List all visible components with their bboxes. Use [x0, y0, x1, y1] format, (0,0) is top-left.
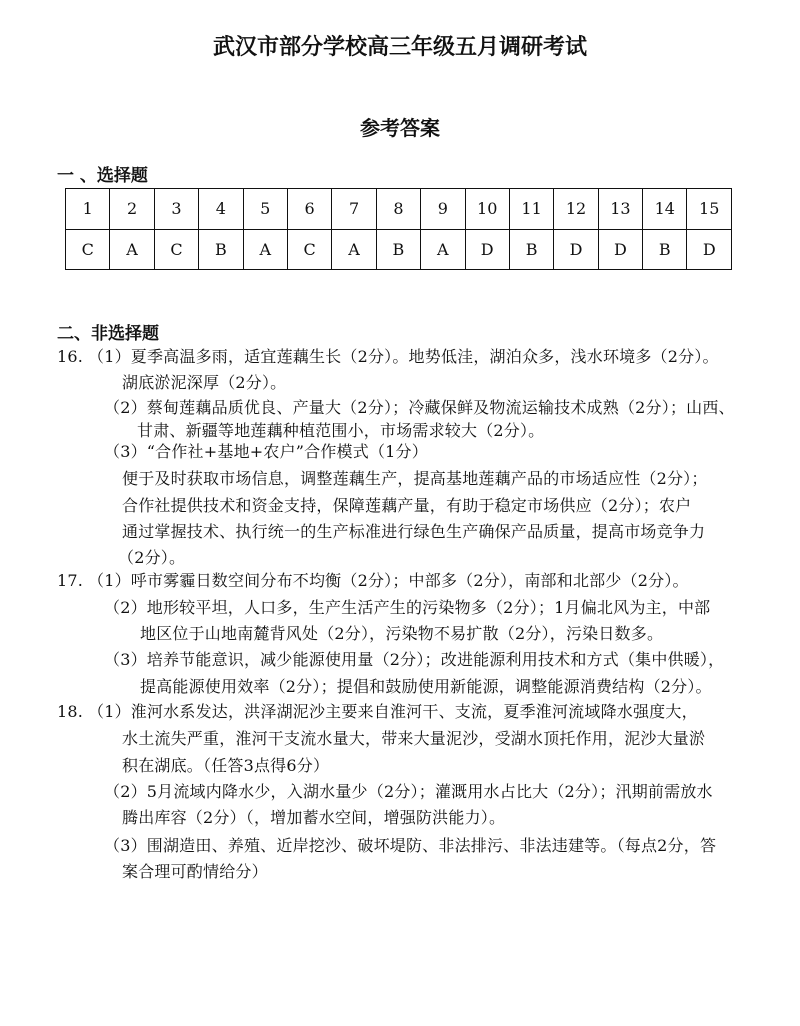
question-number-row	[66, 189, 732, 230]
answer-line: （3）围湖造田、养殖、近岸挖沙、破坏堤防、非法排污、非法违建等。（每点2分，答	[104, 836, 717, 855]
question-number-cell: 3	[154, 189, 198, 230]
answer-cell: D	[598, 229, 642, 270]
answer-cell: B	[643, 229, 687, 270]
answer-line: 水土流失严重，淮河干支流水量大，带来大量泥沙，受湖水顶托作用，泥沙大量淤	[122, 729, 706, 748]
answer-line: 便于及时获取市场信息，调整莲藕生产，提高基地莲藕产品的市场适应性（2分）；	[122, 469, 708, 488]
answer-line: 积在湖底。（任答3点得6分）	[122, 756, 330, 775]
question-number-cell: 13	[598, 189, 642, 230]
question-number-cell: 8	[376, 189, 420, 230]
page-subtitle: 参考答案	[360, 116, 440, 140]
question-number-cell: 15	[687, 189, 732, 230]
answer-cell: A	[421, 229, 465, 270]
question-number-cell: 4	[199, 189, 243, 230]
question-number-18: 18.	[57, 702, 84, 721]
answer-line: 地区位于山地南麓背风处（2分），污染物不易扩散（2分），污染日数多。	[140, 624, 664, 643]
choice-answer-table	[65, 188, 732, 270]
answer-line: （2分）。	[118, 548, 186, 567]
answer-cell: A	[332, 229, 376, 270]
answer-line: （3）培养节能意识，减少能源使用量（2分）；改进能源利用技术和方式（集中供暖），	[104, 650, 725, 669]
answer-line: 案合理可酌情给分）	[122, 862, 268, 881]
answer-line: 提高能源使用效率（2分）；提倡和鼓励使用新能源，调整能源消费结构（2分）。	[140, 677, 712, 696]
section-heading-nonchoice: 二、非选择题	[57, 324, 159, 344]
question-number-cell: 1	[66, 189, 110, 230]
answer-line: 甘肃、新疆等地莲藕种植范围小，市场需求较大（2分）。	[137, 421, 545, 440]
page-title: 武汉市部分学校高三年级五月调研考试	[212, 35, 587, 60]
section-heading-choice: 一 、选择题	[57, 166, 148, 186]
answer-line: （1）夏季高温多雨，适宜莲藕生长（2分）。地势低洼，湖泊众多，浅水环境多（2分）。	[88, 347, 719, 366]
answer-cell: D	[554, 229, 598, 270]
answer-line: （1）呼市雾霾日数空间分布不均衡（2分）；中部多（2分），南部和北部少（2分）。	[88, 571, 689, 590]
answer-cell: B	[509, 229, 553, 270]
answer-line: （1）淮河水系发达，洪泽湖泥沙主要来自淮河干、支流，夏季淮河流域降水强度大，	[88, 702, 698, 721]
question-number-16: 16.	[57, 347, 84, 366]
answer-line: 合作社提供技术和资金支持，保障莲藕产量，有助于稳定市场供应（2分）；农户	[122, 496, 692, 515]
answer-cell: D	[687, 229, 732, 270]
question-number-cell: 9	[421, 189, 465, 230]
answer-line: （2）5月流域内降水少，入湖水量少（2分）；灌溉用水占比大（2分）；汛期前需放水	[104, 782, 713, 801]
answer-cell: A	[243, 229, 287, 270]
question-number-cell: 10	[465, 189, 509, 230]
answer-row	[66, 229, 732, 270]
answer-cell: C	[66, 229, 110, 270]
answer-cell: C	[154, 229, 198, 270]
answer-cell: B	[199, 229, 243, 270]
answer-line: 通过掌握技术、执行统一的生产标准进行绿色生产确保产品质量，提高市场竞争力	[122, 522, 706, 541]
answer-line: （2）地形较平坦，人口多，生产生活产生的污染物多（2分）；1月偏北风为主，中部	[104, 598, 711, 617]
answer-cell: D	[465, 229, 509, 270]
question-number-17: 17.	[57, 571, 84, 590]
question-number-cell: 2	[110, 189, 154, 230]
answer-line: 湖底淤泥深厚（2分）。	[122, 373, 287, 392]
answer-cell: A	[110, 229, 154, 270]
question-number-cell: 11	[509, 189, 553, 230]
answer-line: （3）“合作社+基地+农户”合作模式（1分）	[104, 442, 428, 461]
answer-line: （2）蔡甸莲藕品质优良、产量大（2分）；冷藏保鲜及物流运输技术成熟（2分）；山西、	[104, 398, 735, 417]
question-number-cell: 5	[243, 189, 287, 230]
answer-line: 腾出库容（2分）（，增加蓄水空间，增强防洪能力）。	[122, 808, 506, 827]
question-number-cell: 12	[554, 189, 598, 230]
answer-cell: C	[287, 229, 331, 270]
question-number-cell: 6	[287, 189, 331, 230]
question-number-cell: 7	[332, 189, 376, 230]
answer-cell: B	[376, 229, 420, 270]
question-number-cell: 14	[643, 189, 687, 230]
